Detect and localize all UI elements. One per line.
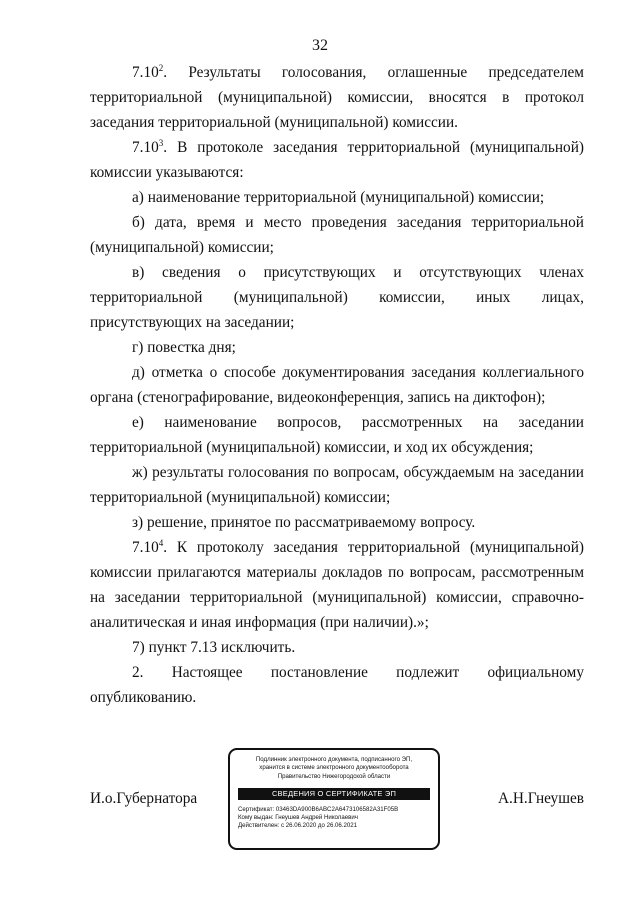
list-item-z: з) решение, принятое по рассматриваемому вопросу.	[132, 514, 476, 531]
paragraph-text: . Результаты голосования, оглашенные председателем территориальной (муниципальной) комиссии, вносятся в протокол заседания территориальной (муниципальной) комиссии.	[90, 64, 584, 131]
clause-number: 7.10	[132, 139, 159, 156]
list-item-e: е) наименование вопросов, рассмотренных на заседании территориальной (муниципальной) комиссии, и ход их обсуждения;	[90, 414, 584, 456]
list-item-g: г) повестка дня;	[132, 339, 236, 356]
paragraph-item-2: 2. Настоящее постановление подлежит официальному опубликованию.	[90, 664, 584, 706]
clause-superscript: 3	[158, 138, 164, 148]
electronic-signature-stamp	[228, 748, 440, 850]
paragraph-7-10-3	[90, 135, 584, 185]
paragraph-item-7: 7) пункт 7.13 исключить.	[132, 639, 296, 656]
clause-superscript: 4	[158, 538, 164, 548]
stamp-title-bar: СВЕДЕНИЯ О СЕРТИФИКАТЕ ЭП	[238, 788, 430, 800]
list-item-zh: ж) результаты голосования по вопросам, обсуждаемым на заседании территориальной (муниципальной) комиссии;	[90, 464, 584, 506]
list-item-d: д) отметка о способе документирования заседания коллегиального органа (стенографирование, видеоконференция, запись на диктофон);	[90, 364, 584, 406]
stamp-header	[238, 756, 430, 781]
stamp-certificate: Сертификат: 03463DA900B6ABC2A6473106582A31F05B	[238, 805, 399, 813]
list-item-b: б) дата, время и место проведения заседания территориальной (муниципальной) комиссии;	[90, 214, 584, 256]
stamp-issued-to: Кому выдан: Гнеушев Андрей Николаевич	[238, 814, 358, 822]
paragraph-7-10-2	[90, 60, 584, 135]
signatory-name: А.Н.Гнеушев	[497, 790, 584, 807]
clause-number: 7.10	[132, 539, 159, 556]
stamp-line: хранится в системе электронного документооборота	[259, 764, 409, 772]
stamp-details	[238, 806, 430, 831]
clause-superscript: 2	[158, 63, 164, 73]
stamp-line: Правительство Нижегородской области	[277, 772, 391, 780]
stamp-validity: Действителен: с 26.06.2020 до 26.06.2021	[238, 822, 358, 830]
list-item-a: а) наименование территориальной (муниципальной) комиссии;	[132, 189, 545, 206]
document-body	[90, 60, 584, 710]
page-number: 32	[312, 37, 328, 54]
clause-number: 7.10	[132, 64, 159, 81]
paragraph-text: . К протоколу заседания территориальной (муниципальной) комиссии прилагаются материалы докладов по вопросам, рассмотренным на заседании территориальной (муниципальной) комиссии, справочно-аналитическая и иная информация (при наличии).»;	[90, 539, 584, 631]
list-item-v: в) сведения о присутствующих и отсутствующих членах территориальной (муниципальной) комиссии, иных лицах, присутствующих на заседании;	[90, 264, 584, 331]
stamp-line: Подлинник электронного документа, подписанного ЭП,	[255, 756, 413, 763]
paragraph-7-10-4	[90, 535, 584, 635]
signatory-title: И.о.Губернатора	[90, 790, 198, 807]
paragraph-text: . В протоколе заседания территориальной (муниципальной) комиссии указываются:	[90, 139, 584, 181]
